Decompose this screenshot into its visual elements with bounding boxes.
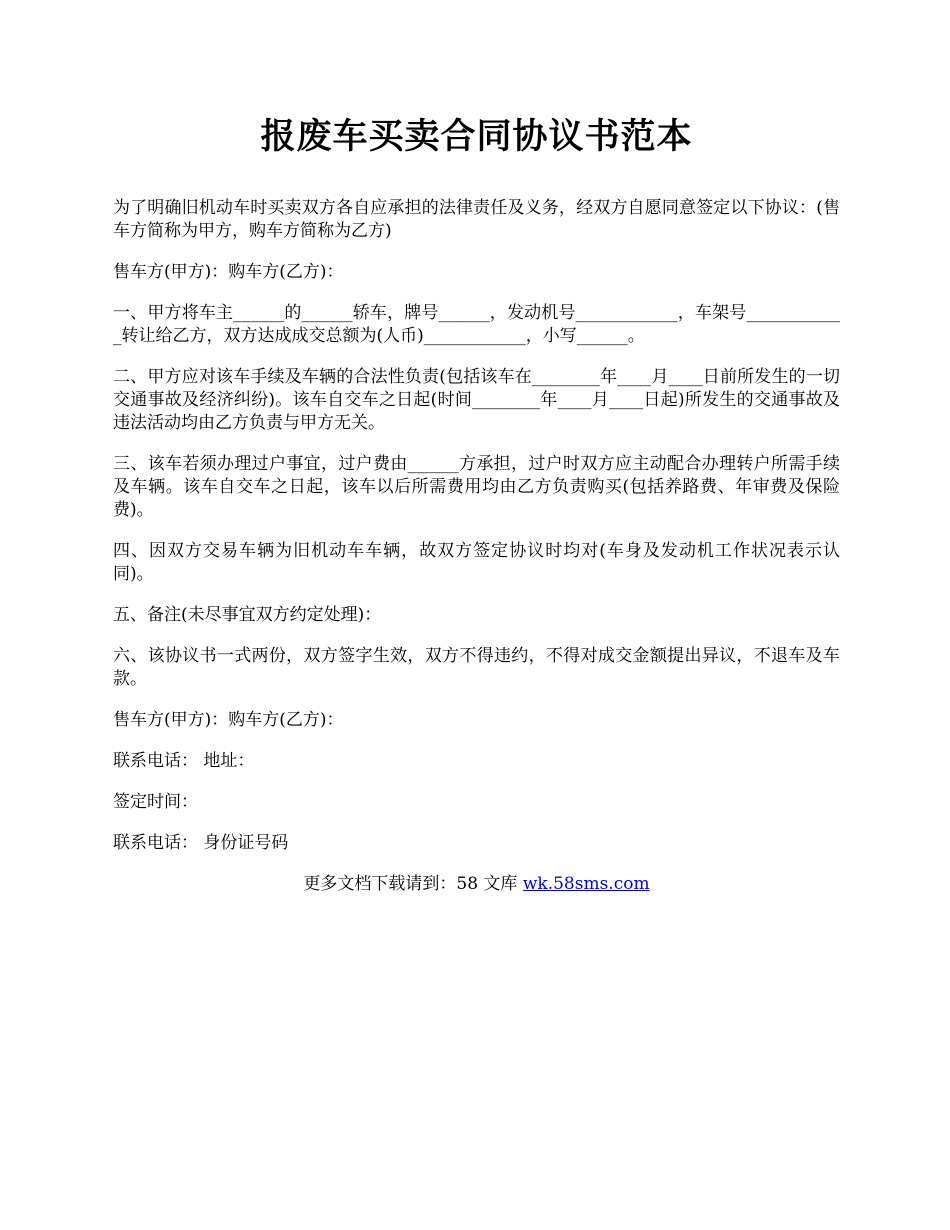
clause-4: 四、因双方交易车辆为旧机动车车辆，故双方签定协议时均对(车身及发动机工作状况表示认同)。 bbox=[113, 541, 840, 584]
contact-address-line: 联系电话： 地址： bbox=[113, 751, 255, 771]
signature-parties-line: 售车方(甲方)：购车方(乙方)： bbox=[113, 710, 344, 730]
footer-link[interactable]: wk.58sms.com bbox=[522, 874, 650, 894]
intro-paragraph: 为了明确旧机动车时买卖双方各自应承担的法律责任及义务，经双方自愿同意签定以下协议：(售车方简称为甲方，购车方简称为乙方) bbox=[113, 198, 840, 241]
clause-3: 三、该车若须办理过户事宜，过户费由______方承担，过户时双方应主动配合办理转户所需手续及车辆。该车自交车之日起，该车以后所需费用均由乙方负责购买(包括养路费、年审费及保险费)。 bbox=[113, 454, 840, 520]
footer-text: 更多文档下载请到：58 文库 bbox=[303, 874, 523, 894]
clause-5: 五、备注(未尽事宜双方约定处理)： bbox=[113, 605, 382, 625]
document-title: 报废车买卖合同协议书范本 bbox=[260, 116, 693, 157]
clause-1: 一、甲方将车主______的______轿车，牌号______，发动机号____________，车架号____________转让给乙方，双方达成成交总额为(人币)____________，小写______。 bbox=[113, 303, 840, 346]
clause-2: 二、甲方应对该车手续及车辆的合法性负责(包括该车在________年____月____日前所发生的一切交通事故及经济纠纷)。该车自交车之日起(时间________年____月____日起)所发生的交通事故及违法活动均由乙方负责与甲方无关。 bbox=[113, 367, 840, 433]
clause-6: 六、该协议书一式两份，双方签字生效，双方不得违约，不得对成交金额提出异议，不退车及车款。 bbox=[113, 646, 840, 689]
signing-date-line: 签定时间： bbox=[113, 792, 198, 812]
download-footer bbox=[113, 873, 840, 896]
parties-line: 售车方(甲方)：购车方(乙方)： bbox=[113, 262, 344, 282]
contact-id-line: 联系电话： 身份证号码 bbox=[113, 833, 289, 853]
document-page bbox=[113, 112, 840, 896]
